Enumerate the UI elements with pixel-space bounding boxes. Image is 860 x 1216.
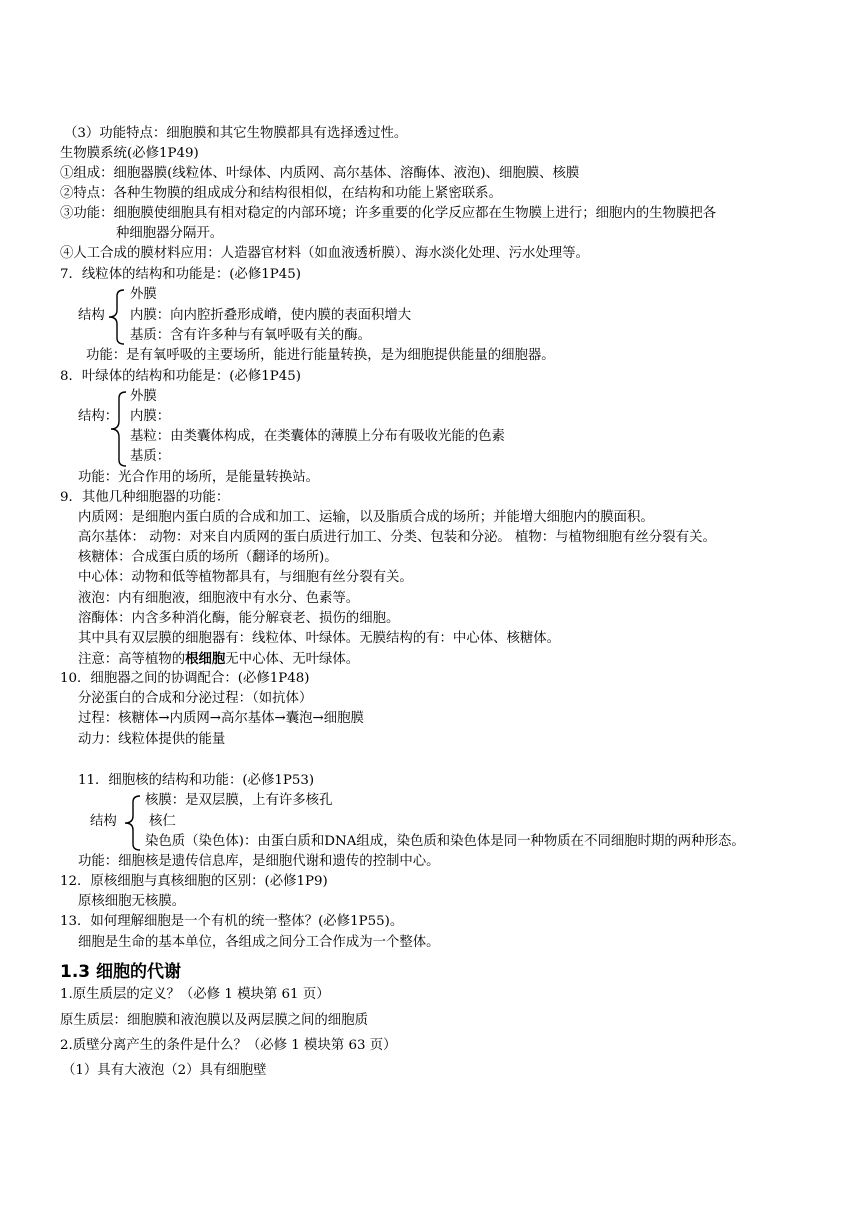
text-line: 液泡：内有细胞液，细胞液中有水分、色素等。 bbox=[78, 591, 360, 606]
text-line: 分泌蛋白的合成和分泌过程：（如抗体） bbox=[78, 691, 313, 706]
section-heading-10: 10．细胞器之间的协调配合：(必修1P48) bbox=[60, 671, 310, 686]
question-line: 2.质壁分离产生的条件是什么？（必修 1 模块第 63 页） bbox=[60, 1038, 397, 1053]
structure-item: 内膜：向内腔折叠形成嵴，使内膜的表面积增大 bbox=[130, 308, 412, 323]
curly-brace-icon bbox=[104, 288, 128, 346]
function-line: 功能：是有氧呼吸的主要场所，能进行能量转换，是为细胞提供能量的细胞器。 bbox=[86, 348, 555, 363]
note-suffix: 无中心体、无叶绿体。 bbox=[225, 652, 360, 667]
section-heading-12: 12．原核细胞与真核细胞的区别：(必修1P9) bbox=[60, 874, 328, 889]
structure-item: 内膜： bbox=[130, 409, 171, 424]
structure-label: 结构 bbox=[90, 814, 117, 829]
text-line: 其中具有双层膜的细胞器有：线粒体、叶绿体。无膜结构的有：中心体、核糖体。 bbox=[78, 631, 561, 646]
structure-label: 结构 bbox=[78, 308, 105, 323]
section-heading-11: 11．细胞核的结构和功能：(必修1P53) bbox=[78, 773, 315, 788]
text-line: 过程：核糖体→内质网→高尔基体→囊泡→细胞膜 bbox=[78, 711, 364, 726]
function-line: 功能：细胞核是遗传信息库，是细胞代谢和遗传的控制中心。 bbox=[78, 854, 440, 869]
structure-label: 结构： bbox=[78, 409, 119, 424]
text-line: 中心体：动物和低等植物都具有，与细胞有丝分裂有关。 bbox=[78, 570, 413, 585]
structure-item: 外膜 bbox=[130, 389, 157, 404]
answer-line: 原生质层：细胞膜和液泡膜以及两层膜之间的细胞质 bbox=[60, 1013, 368, 1028]
function-line: 功能：光合作用的场所，是能量转换站。 bbox=[78, 470, 320, 485]
text-line: 溶酶体：内含多种消化酶，能分解衰老、损伤的细胞。 bbox=[78, 611, 400, 626]
text-line: ②特点：各种生物膜的组成成分和结构很相似，在结构和功能上紧密联系。 bbox=[60, 186, 502, 201]
text-line: 高尔基体： 动物：对来自内质网的蛋白质进行加工、分类、包装和分泌。 植物：与植物细胞有丝分裂有关。 bbox=[78, 530, 716, 545]
structure-item: 外膜 bbox=[130, 287, 157, 302]
structure-item: 基质：含有许多种与有氧呼吸有关的酶。 bbox=[130, 328, 372, 343]
structure-item: 染色质（染色体)：由蛋白质和DNA组成，染色质和染色体是同一种物质在不同细胞时期的两种形态。 bbox=[145, 834, 745, 849]
text-line: 内质网：是细胞内蛋白质的合成和加工、运输，以及脂质合成的场所；并能增大细胞内的膜面积。 bbox=[78, 510, 654, 525]
section-heading-9: 9．其他几种细胞器的功能： bbox=[60, 490, 230, 505]
note-line bbox=[78, 650, 359, 669]
text-line: 细胞是生命的基本单位，各组成之间分工合作成为一个整体。 bbox=[78, 935, 440, 950]
text-line: （3）功能特点：细胞膜和其它生物膜都具有选择透过性。 bbox=[64, 126, 408, 141]
structure-item: 基质： bbox=[130, 449, 171, 464]
question-line: 1.原生质层的定义？（必修 1 模块第 61 页） bbox=[60, 987, 330, 1002]
section-heading-7: 7．线粒体的结构和功能是：(必修1P45) bbox=[60, 267, 302, 282]
structure-item: 核膜：是双层膜，上有许多核孔 bbox=[145, 793, 333, 808]
text-line: 动力：线粒体提供的能量 bbox=[78, 732, 226, 747]
text-line: ③功能：细胞膜使细胞具有相对稳定的内部环境；许多重要的化学反应都在生物膜上进行；细胞内的生物膜把各 bbox=[60, 206, 717, 221]
curly-brace-icon bbox=[120, 794, 144, 852]
curly-brace-icon bbox=[106, 390, 130, 468]
text-line: 核糖体：合成蛋白质的场所（翻译的场所)。 bbox=[78, 550, 338, 565]
text-line: ④人工合成的膜材料应用：人造器官材料（如血液透析膜）、海水淡化处理、污水处理等。 bbox=[60, 246, 589, 261]
note-emphasis: 根细胞 bbox=[185, 651, 226, 667]
structure-item: 核仁 bbox=[149, 814, 176, 829]
text-line: 种细胞器分隔开。 bbox=[116, 226, 224, 241]
section-title-1-3: 1.3 细胞的代谢 bbox=[60, 962, 182, 982]
note-prefix: 注意：高等植物的 bbox=[78, 652, 186, 667]
section-heading-13: 13．如何理解细胞是一个有机的统一整体？(必修1P55)。 bbox=[60, 914, 404, 929]
answer-line: （1）具有大液泡（2）具有细胞壁 bbox=[62, 1063, 267, 1078]
text-line: ①组成：细胞器膜(线粒体、叶绿体、内质网、高尔基体、溶酶体、液泡)、细胞膜、核膜 bbox=[60, 166, 580, 181]
text-line: 生物膜系统(必修1P49) bbox=[60, 146, 199, 161]
structure-item: 基粒：由类囊体构成，在类囊体的薄膜上分布有吸收光能的色素 bbox=[130, 429, 505, 444]
section-heading-8: 8．叶绿体的结构和功能是：(必修1P45) bbox=[60, 369, 302, 384]
text-line: 原核细胞无核膜。 bbox=[78, 894, 186, 909]
